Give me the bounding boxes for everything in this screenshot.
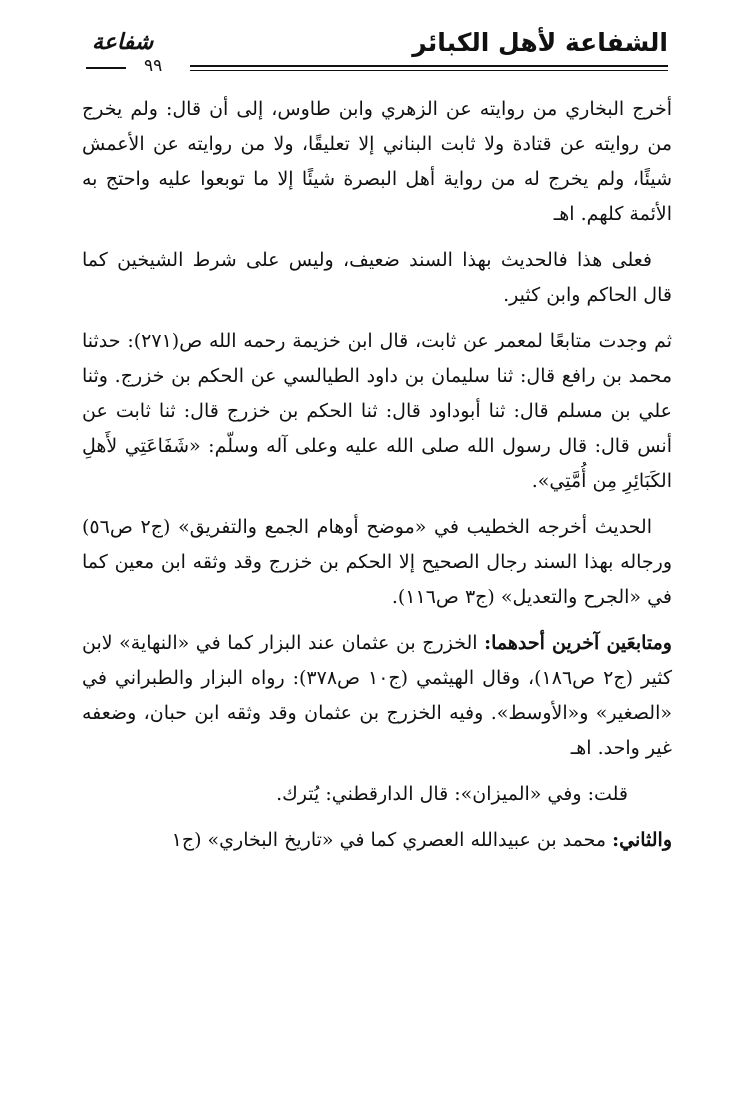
paragraph-text: ثم وجدت متابعًا لمعمر عن ثابت، قال ابن خزيمة رحمه الله ص(٢٧١): حدثنا محمد بن رافع قال: ثنا سليمان بن داود الطيالسي عن الحكم بن خزرج. وثنا علي بن مسلم قال: ثنا أبوداود قال: ثنا الحكم بن خزرج قال: ثنا ثابت عن أنس قال: قال رسول الله صلى الله عليه وعلى آله وسلّم: «شَفَاعَتِي لأَهلِ الكَبَائِرِ مِن أُمَّتِي». [82,330,672,492]
page-body [82,92,672,869]
paragraph-text: الحديث أخرجه الخطيب في «موضح أوهام الجمع والتفريق» (ج٢ ص٥٦) ورجاله بهذا السند رجال الصحيح إلا الحكم بن خزرج وقد وثقه ابن معين كما في «الجرح والتعديل» (ج٣ ص١١٦). [82,516,672,608]
paragraph-4 [82,510,672,615]
paragraph-2 [82,243,672,313]
paragraph-1 [82,92,672,232]
paragraph-text: الخزرج بن عثمان عند البزار كما في «النهاية» لابن كثير (ج٢ ص١٨٦)، وقال الهيثمي (ج١٠ ص٣٧٨): رواه البزار والطبراني في «الصغير» و«الأوسط». وفيه الخزرج بن عثمان وقد وثقه ابن حبان، وضعفه غير واحد. اهـ [82,632,672,759]
paragraph-5 [82,626,672,766]
paragraph-6 [82,777,672,812]
paragraph-lead: ومتابعَين آخرين أحدهما: [484,632,672,654]
paragraph-7 [82,823,672,858]
paragraph-text: فعلى هذا فالحديث بهذا السند ضعيف، وليس على شرط الشيخين كما قال الحاكم وابن كثير. [82,249,672,306]
paragraph-text: قلت: وفي «الميزان»: قال الدارقطني: يُترك. [276,783,628,805]
page-number: ٩٩ [144,56,163,76]
paragraph-3 [82,324,672,499]
book-title: الشفاعة لأهل الكبائر [412,28,668,57]
series-logo: شفاعة [92,29,154,55]
paragraph-lead: والثاني: [612,829,672,851]
header-rule-short [86,67,126,69]
page-header [86,22,668,82]
paragraph-text: أخرج البخاري من روايته عن الزهري وابن طاوس، إلى أن قال: ولم يخرج من روايته عن قتادة ولا ثابت البناني إلا تعليقًا، ولا من روايته عن الأعمش شيئًا، ولم يخرج له من رواية أهل البصرة شيئًا إلا ما توبعوا عليه واحتج به الأئمة كلهم. اهـ [82,98,672,225]
header-rule [190,65,668,71]
paragraph-text: محمد بن عبيدالله العصري كما في «تاريخ البخاري» (ج١ [171,829,613,851]
